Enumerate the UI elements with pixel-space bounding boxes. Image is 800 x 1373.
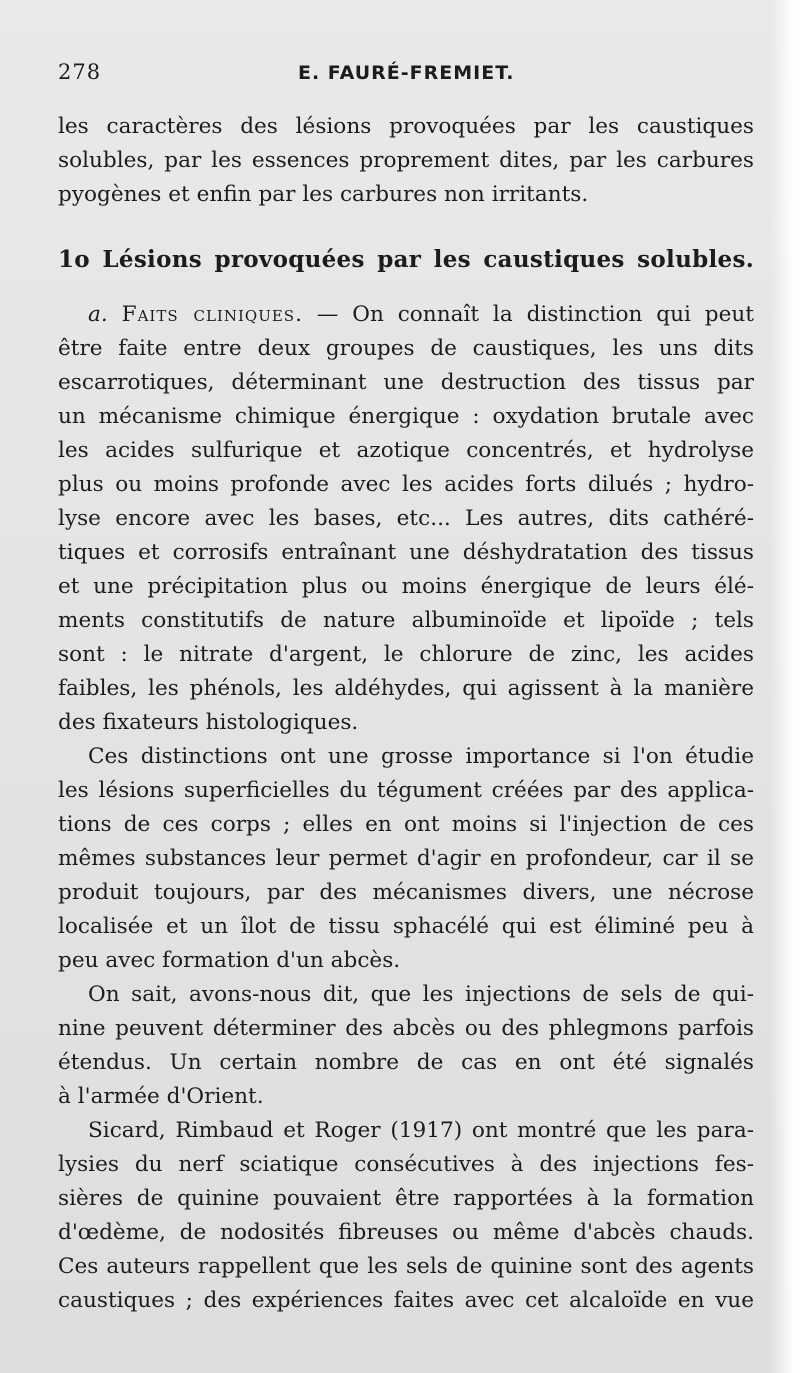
text-line: et une précipitation plus ou moins énergique de leurs élé- bbox=[58, 574, 754, 599]
text-line: à l'armée d'Orient. bbox=[58, 1084, 264, 1109]
subsection-title: Faits cliniques. bbox=[121, 302, 303, 327]
text-line: les lésions superficielles du tégument créées par des applica- bbox=[58, 778, 754, 803]
text-line: sont : le nitrate d'argent, le chlorure de zinc, les acides bbox=[58, 642, 754, 667]
subsection-text: — On connaît la distinction qui peut bbox=[302, 302, 754, 327]
text-line: les caractères des lésions provoquées par les caustiques bbox=[58, 114, 754, 139]
text-line: sières de quinine pouvaient être rapportées à la formation bbox=[58, 1186, 754, 1211]
text-line: faibles, les phénols, les aldéhydes, qui agissent à la manière bbox=[58, 676, 754, 701]
text-line: tiques et corrosifs entraînant une déshydratation des tissus bbox=[58, 540, 754, 565]
text-line: solubles, par les essences proprement dites, par les carbures bbox=[58, 148, 754, 173]
text-line: peu avec formation d'un abcès. bbox=[58, 948, 401, 973]
text-line: lysies du nerf sciatique consécutives à des injections fes- bbox=[58, 1152, 754, 1177]
page-edge bbox=[770, 0, 800, 1373]
body-text bbox=[58, 110, 754, 1318]
text-line: produit toujours, par des mécanismes divers, une nécrose bbox=[58, 880, 754, 905]
text-line: localisée et un îlot de tissu sphacélé qui est éliminé peu à bbox=[58, 914, 754, 939]
text-line: étendus. Un certain nombre de cas en ont été signalés bbox=[58, 1050, 754, 1075]
text-line: être faite entre deux groupes de caustiques, les uns dits bbox=[58, 336, 754, 361]
section-heading: 1o Lésions provoquées par les caustiques solubles. bbox=[58, 246, 754, 273]
spacer bbox=[58, 280, 754, 298]
text-line: lyse encore avec les bases, etc... Les autres, dits cathéré- bbox=[58, 506, 754, 531]
running-head: E. FAURÉ-FREMIET. bbox=[298, 62, 515, 84]
text-line: nine peuvent déterminer des abcès ou des phlegmons parfois bbox=[58, 1016, 754, 1041]
text-line: les acides sulfurique et azotique concentrés, et hydrolyse bbox=[58, 438, 754, 463]
text-line: des fixateurs histologiques. bbox=[58, 710, 359, 735]
text-line: d'œdème, de nodosités fibreuses ou même d'abcès chauds. bbox=[58, 1220, 754, 1245]
text-line: tions de ces corps ; elles en ont moins si l'injection de ces bbox=[58, 812, 754, 837]
subsection-heading-line bbox=[58, 298, 754, 332]
subsection-letter: a. bbox=[88, 302, 108, 327]
text-line: ments constitutifs de nature albuminoïde et lipoïde ; tels bbox=[58, 608, 754, 633]
text-line: mêmes substances leur permet d'agir en profondeur, car il se bbox=[58, 846, 754, 871]
text-line: pyogènes et enfin par les carbures non irritants. bbox=[58, 182, 589, 207]
text-line: escarrotiques, déterminant une destruction des tissus par bbox=[58, 370, 754, 395]
text-line: un mécanisme chimique énergique : oxydation brutale avec bbox=[58, 404, 754, 429]
text-line: caustiques ; des expériences faites avec cet alcaloïde en vue bbox=[58, 1288, 754, 1313]
spacer bbox=[58, 212, 754, 240]
text-line: Sicard, Rimbaud et Roger (1917) ont montré que les para- bbox=[88, 1118, 754, 1143]
text-line: On sait, avons-nous dit, que les injections de sels de qui- bbox=[88, 982, 754, 1007]
text-line: Ces distinctions ont une grosse importance si l'on étudie bbox=[88, 744, 754, 769]
page-header bbox=[58, 60, 748, 90]
page-number: 278 bbox=[58, 60, 102, 84]
text-line: Ces auteurs rappellent que les sels de quinine sont des agents bbox=[58, 1254, 754, 1279]
text-line: plus ou moins profonde avec les acides forts dilués ; hydro- bbox=[58, 472, 754, 497]
